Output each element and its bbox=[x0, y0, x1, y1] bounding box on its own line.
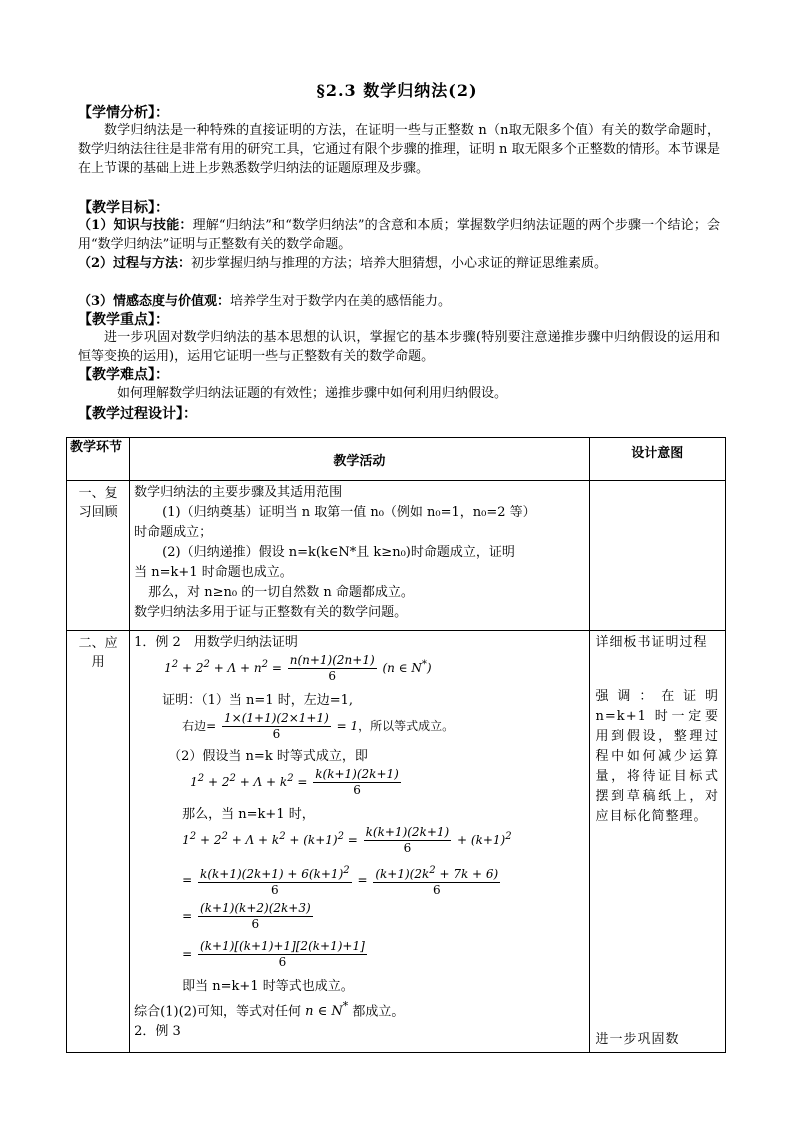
goal-3-text: 培养学生对于数学内在美的感悟能力。 bbox=[230, 294, 452, 309]
key-text: 进一步巩固对数学归纳法的基本思想的认识，掌握它的基本步骤(特别要注意递推步骤中归纳假设的运用和恒等变换的运用)，运用它证明一些与正整数有关的数学命题。 bbox=[78, 330, 720, 364]
row1-activity bbox=[130, 481, 589, 631]
header-intent: 设计意图 bbox=[589, 438, 725, 481]
proof-step-1: 证明：（1）当 n=1 时，左边=1, bbox=[162, 693, 354, 708]
row1-line-6: 那么，对 n≥n₀ 的一切自然数 n 命题都成立。 bbox=[148, 585, 414, 600]
holds-text: ，所以等式成立。 bbox=[358, 719, 455, 733]
row1-line-4: (2)（归纳递推）假设 n=k(k∈N*且 k≥n₀)时命题成立，证明 bbox=[162, 545, 515, 560]
difficulty-text: 如何理解数学归纳法证题的有效性；递推步骤中如何利用归纳假设。 bbox=[117, 386, 508, 401]
intent-1: 详细板书证明过程 bbox=[595, 635, 708, 650]
induction-eq-4: = $\frac{(k+1)[(k+1)+1][2(k+1)+1]}{6}$ bbox=[182, 939, 365, 969]
analysis-text: 数学归纳法是一种特殊的直接证明的方法，在证明一些与正整数 n（n取无限多个值）有关的数学命题时，数学归纳法往往是非常有用的研究工具，它通过有限个步骤的推理，证明 n 取无限多个正整数的情形。本节课是在上节课的基础上进上步熟悉数学归纳法的证题原理及步骤。 bbox=[78, 123, 720, 176]
process-heading: 【教学过程设计】： bbox=[78, 406, 197, 422]
table-row bbox=[67, 481, 726, 631]
row1-line-2: (1)（归纳奠基）证明当 n 取第一值 n₀（例如 n₀=1，n₀=2 等） bbox=[162, 505, 536, 520]
page-title: §2.3 数学归纳法(2) bbox=[316, 81, 478, 100]
intent-3: 进一步巩固数 bbox=[595, 1032, 680, 1047]
induction-eq-1: $1^2 + 2^2 + \Lambda + k^2 + (k+1)^2$ = $\frac{k(k+1)(2k+1)}{6}$ + $(k+1)^2$ bbox=[182, 825, 512, 855]
proof-step-2: （2）假设当 n=k 时等式成立，即 bbox=[168, 749, 368, 764]
right-side-eq: 右边= $\frac{1\times(1+1)(2\times 1+1)}{6}$ = 1，所以等式成立。 bbox=[182, 711, 455, 741]
difficulty-heading: 【教学难点】： bbox=[78, 367, 169, 383]
induction-eq-2: = $\frac{k(k+1)(2k+1) + 6(k+1)^2}{6}$ = $\frac{(k+1)(2k^2 + 7k + 6)}{6}$ bbox=[182, 865, 499, 897]
key-heading: 【教学重点】： bbox=[78, 312, 169, 328]
induction-eq-3: = $\frac{(k+1)(k+2)(2k+3)}{6}$ bbox=[182, 901, 311, 931]
goal-1 bbox=[78, 216, 720, 254]
row2-intent bbox=[589, 631, 725, 1053]
conclusion: 综合(1)(2)可知，等式对任何 n ∈ N* 都成立。 bbox=[134, 1000, 405, 1020]
row1-line-5: 当 n=k+1 时命题也成立。 bbox=[134, 565, 293, 580]
goal-2 bbox=[78, 254, 720, 273]
goal-1-text: 理解“归纳法”和“数学归纳法”的含意和本质；掌握数学归纳法证题的两个步骤一个结论；会用“数学归纳法”证明与正整数有关的数学命题。 bbox=[78, 218, 721, 252]
row1-line-3: 时命题成立； bbox=[134, 525, 213, 540]
goal-2-label: （2）过程与方法： bbox=[78, 256, 192, 271]
goal-3-label: （3）情感态度与价值观： bbox=[78, 294, 231, 309]
row2-stage: 二、应用 bbox=[67, 631, 130, 1053]
goal-1-label: （1）知识与技能： bbox=[78, 218, 193, 233]
conclusion-text: 综合(1)(2)可知，等式对任何 bbox=[134, 1004, 301, 1020]
formula-statement: $1^2 + 2^2 + \Lambda + n^2$ = $\frac{n(n+1)(2n+1)}{6}$ (n ∈ N*) bbox=[164, 653, 432, 683]
conclusion-text-2: 都成立。 bbox=[352, 1004, 405, 1020]
row1-intent bbox=[589, 481, 725, 631]
also-holds-text: 即当 n=k+1 时等式也成立。 bbox=[182, 979, 354, 994]
table-header-row bbox=[67, 438, 726, 481]
goal-2-text: 初步掌握归纳与推理的方法；培养大胆猜想，小心求证的辩证思维素质。 bbox=[191, 256, 608, 271]
then-text: 那么，当 n=k+1 时， bbox=[182, 807, 315, 822]
header-activity: 教学活动 bbox=[130, 438, 589, 481]
row1-stage: 一、复习回顾 bbox=[67, 481, 130, 631]
header-stage: 教学环节 bbox=[67, 438, 130, 481]
analysis-heading: 【学情分析】： bbox=[78, 105, 169, 121]
example-3-label: 2．例 3 bbox=[134, 1024, 181, 1040]
intent-2: 强调：在证明 n=k+1 时一定要用到假设，整理过程中如何减少运算量，将待证目标式摆到草稿纸上，对应目标化简整理。 bbox=[595, 689, 719, 824]
table-row bbox=[67, 631, 726, 1053]
hypothesis-eq: $1^2 + 2^2 + \Lambda + k^2$ = $\frac{k(k+1)(2k+1)}{6}$ bbox=[190, 767, 399, 797]
right-side-label: 右边= bbox=[182, 719, 217, 733]
example-2-label: 1．例 2 用数学归纳法证明 bbox=[134, 635, 298, 650]
lesson-table bbox=[66, 437, 726, 1053]
goal-heading: 【教学目标】： bbox=[78, 200, 169, 216]
row2-activity bbox=[130, 631, 589, 1053]
row1-line-1: 数学归纳法的主要步骤及其适用范围 bbox=[134, 485, 343, 500]
row1-line-7: 数学归纳法多用于证与正整数有关的数学问题。 bbox=[134, 605, 408, 620]
goal-3 bbox=[78, 292, 720, 311]
